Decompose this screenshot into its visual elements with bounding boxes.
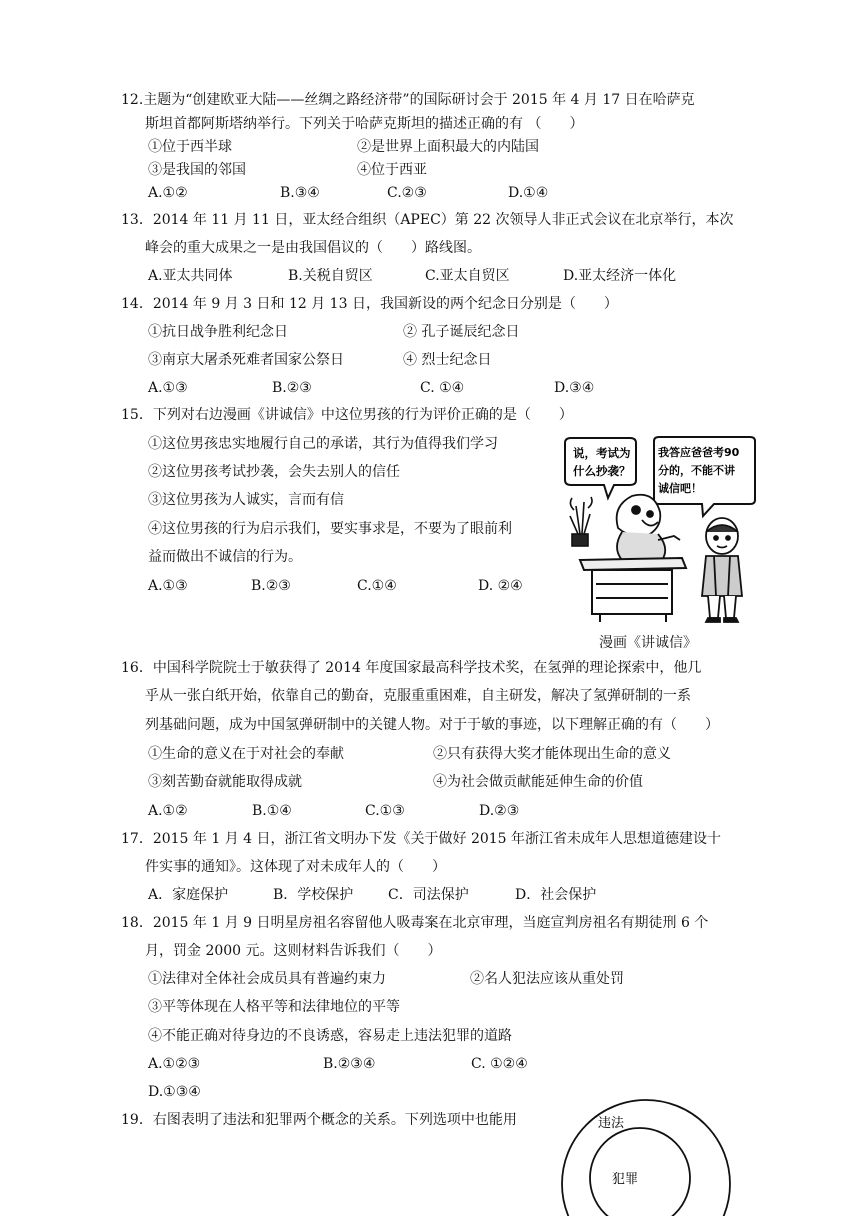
- q14-item: ③南京大屠杀死难者国家公祭日: [148, 352, 344, 368]
- q18-stem-line2: 月，罚金 2000 元。这则材料告诉我们（ ）: [145, 943, 442, 959]
- q16-item: ②只有获得大奖才能体现出生命的意义: [433, 746, 671, 762]
- q14-choice-c[interactable]: C. ①④: [420, 380, 465, 396]
- q18-item: ①法律对全体社会成员具有普遍约束力: [148, 971, 386, 987]
- q16-stem-line1: 16．中国科学院院士于敏获得了 2014 年度国家最高科学技术奖，在氢弹的理论探索中，他几: [121, 660, 702, 676]
- desk: [580, 558, 686, 622]
- venn-inner-circle: [590, 1128, 690, 1216]
- q13-choice-c[interactable]: C.亚太自贸区: [425, 268, 510, 284]
- q12-choice-c[interactable]: C.②③: [387, 185, 427, 201]
- q15-item: ③这位男孩为人诚实，言而有信: [148, 492, 344, 508]
- q18-item: ④不能正确对待身边的不良诱惑，容易走上违法犯罪的道路: [148, 1028, 512, 1044]
- q18-choice-a[interactable]: A.①②③: [148, 1056, 201, 1072]
- q16-choice-d[interactable]: D.②③: [479, 803, 520, 819]
- q12-choice-d[interactable]: D.①④: [508, 185, 549, 201]
- q14-stem: 14．2014 年 9 月 3 日和 12 月 13 日，我国新设的两个纪念日分别是（ ）: [121, 296, 618, 312]
- q17-choice-b[interactable]: B．学校保护: [273, 887, 354, 903]
- q17-stem-line2: 件实事的通知》。这体现了对未成年人的（ ）: [145, 859, 446, 875]
- q18-item: ③平等体现在人格平等和法律地位的平等: [148, 999, 400, 1015]
- q13-choice-b[interactable]: B.关税自贸区: [288, 268, 373, 284]
- q19-stem: 19．右图表明了违法和犯罪两个概念的关系。下列选项中也能用: [121, 1112, 517, 1128]
- venn-inner-label: 犯罪: [612, 1172, 639, 1187]
- q17-choice-c[interactable]: C．司法保护: [388, 887, 469, 903]
- q14-choice-b[interactable]: B.②③: [272, 380, 312, 396]
- q16-stem-line2: 乎从一张白纸开始，依靠自己的勤奋，克服重重困难，自主研发，解决了氢弹研制的一系: [145, 688, 691, 704]
- q15-item: ②这位男孩考试抄袭，会失去别人的信任: [148, 464, 400, 480]
- q12-item: ①位于西半球: [148, 139, 232, 155]
- q17-choice-a[interactable]: A．家庭保护: [148, 887, 229, 903]
- q15-item: 益而做出不诚信的行为。: [148, 549, 302, 565]
- q12-stem-line1: 12.主题为“创建欧亚大陆——丝绸之路经济带”的国际研讨会于 2015 年 4 月 17 日在哈萨克: [121, 92, 695, 108]
- venn-diagram: [560, 1096, 760, 1216]
- q15-choice-a[interactable]: A.①③: [148, 578, 188, 594]
- q17-choice-d[interactable]: D．社会保护: [515, 887, 597, 903]
- venn-outer-circle: [562, 1100, 730, 1216]
- q12-item: ③是我国的邻国: [148, 162, 246, 178]
- bubble-left-line1: 说，考试为: [573, 446, 631, 460]
- q16-item: ③刻苦勤奋就能取得成就: [148, 774, 302, 790]
- bubble-right-line1: 我答应爸爸考90: [658, 446, 740, 459]
- bubble-left-line2: 什么抄袭？: [573, 464, 631, 478]
- q16-choice-b[interactable]: B.①④: [252, 803, 292, 819]
- q12-stem-line2: 斯坦首都阿斯塔纳举行。下列关于哈萨克斯坦的描述正确的有 （ ）: [145, 116, 584, 132]
- q14-item: ④ 烈士纪念日: [403, 352, 492, 368]
- q13-choice-a[interactable]: A.亚太共同体: [148, 268, 233, 284]
- q18-stem-line1: 18．2015 年 1 月 9 日明星房祖名容留他人吸毒案在北京审理，当庭宣判房祖名有期徒刑 6 个: [121, 915, 709, 931]
- venn-outer-label: 违法: [598, 1116, 625, 1131]
- q15-item: ④这位男孩的行为启示我们，要实事求是，不要为了眼前利: [148, 521, 512, 537]
- honesty-cartoon: [562, 436, 756, 624]
- bubble-right-line2: 分的，不能不讲: [658, 464, 735, 477]
- q13-stem-line2: 峰会的重大成果之一是由我国倡议的（ ）路线图。: [145, 240, 481, 256]
- q18-choice-c[interactable]: C. ①②④: [471, 1056, 528, 1072]
- q18-choice-d[interactable]: D.①③④: [148, 1084, 201, 1100]
- q16-stem-line3: 列基础问题，成为中国氢弹研制中的关键人物。对于于敏的事迹，以下理解正确的有（ ）: [145, 717, 719, 733]
- q12-choice-b[interactable]: B.③④: [280, 185, 320, 201]
- q12-item: ④位于西亚: [357, 162, 427, 178]
- q18-choice-b[interactable]: B.②③④: [323, 1056, 376, 1072]
- q15-item: ①这位男孩忠实地履行自己的承诺，其行为值得我们学习: [148, 436, 498, 452]
- q17-stem-line1: 17．2015 年 1 月 4 日，浙江省文明办下发《关于做好 2015 年浙江省未成年人思想道德建设十: [121, 831, 722, 847]
- q12-choice-a[interactable]: A.①②: [148, 185, 188, 201]
- q14-choice-d[interactable]: D.③④: [554, 380, 595, 396]
- q18-item: ②名人犯法应该从重处罚: [470, 971, 624, 987]
- q15-choice-d[interactable]: D. ②④: [478, 578, 523, 594]
- q14-item: ①抗日战争胜利纪念日: [148, 324, 288, 340]
- bubble-right-line3: 诚信吧！: [658, 482, 702, 495]
- q13-stem-line1: 13．2014 年 11 月 11 日，亚太经合组织（APEC）第 22 次领导人非正式会议在北京举行，本次: [121, 212, 734, 228]
- q14-choice-a[interactable]: A.①③: [148, 380, 188, 396]
- q16-item: ④为社会做贡献能延伸生命的价值: [433, 774, 643, 790]
- q14-item: ② 孔子诞辰纪念日: [403, 324, 520, 340]
- q15-stem: 15．下列对右边漫画《讲诚信》中这位男孩的行为评价正确的是（ ）: [121, 407, 573, 423]
- q15-choice-b[interactable]: B.②③: [251, 578, 291, 594]
- q15-choice-c[interactable]: C.①④: [357, 578, 397, 594]
- q16-item: ①生命的意义在于对社会的奉献: [148, 746, 344, 762]
- q16-choice-c[interactable]: C.①③: [365, 803, 405, 819]
- q16-choice-a[interactable]: A.①②: [148, 803, 188, 819]
- q12-item: ②是世界上面积最大的内陆国: [357, 139, 539, 155]
- cartoon-caption: 漫画《讲诚信》: [599, 635, 697, 651]
- q13-choice-d[interactable]: D.亚太经济一体化: [563, 268, 677, 284]
